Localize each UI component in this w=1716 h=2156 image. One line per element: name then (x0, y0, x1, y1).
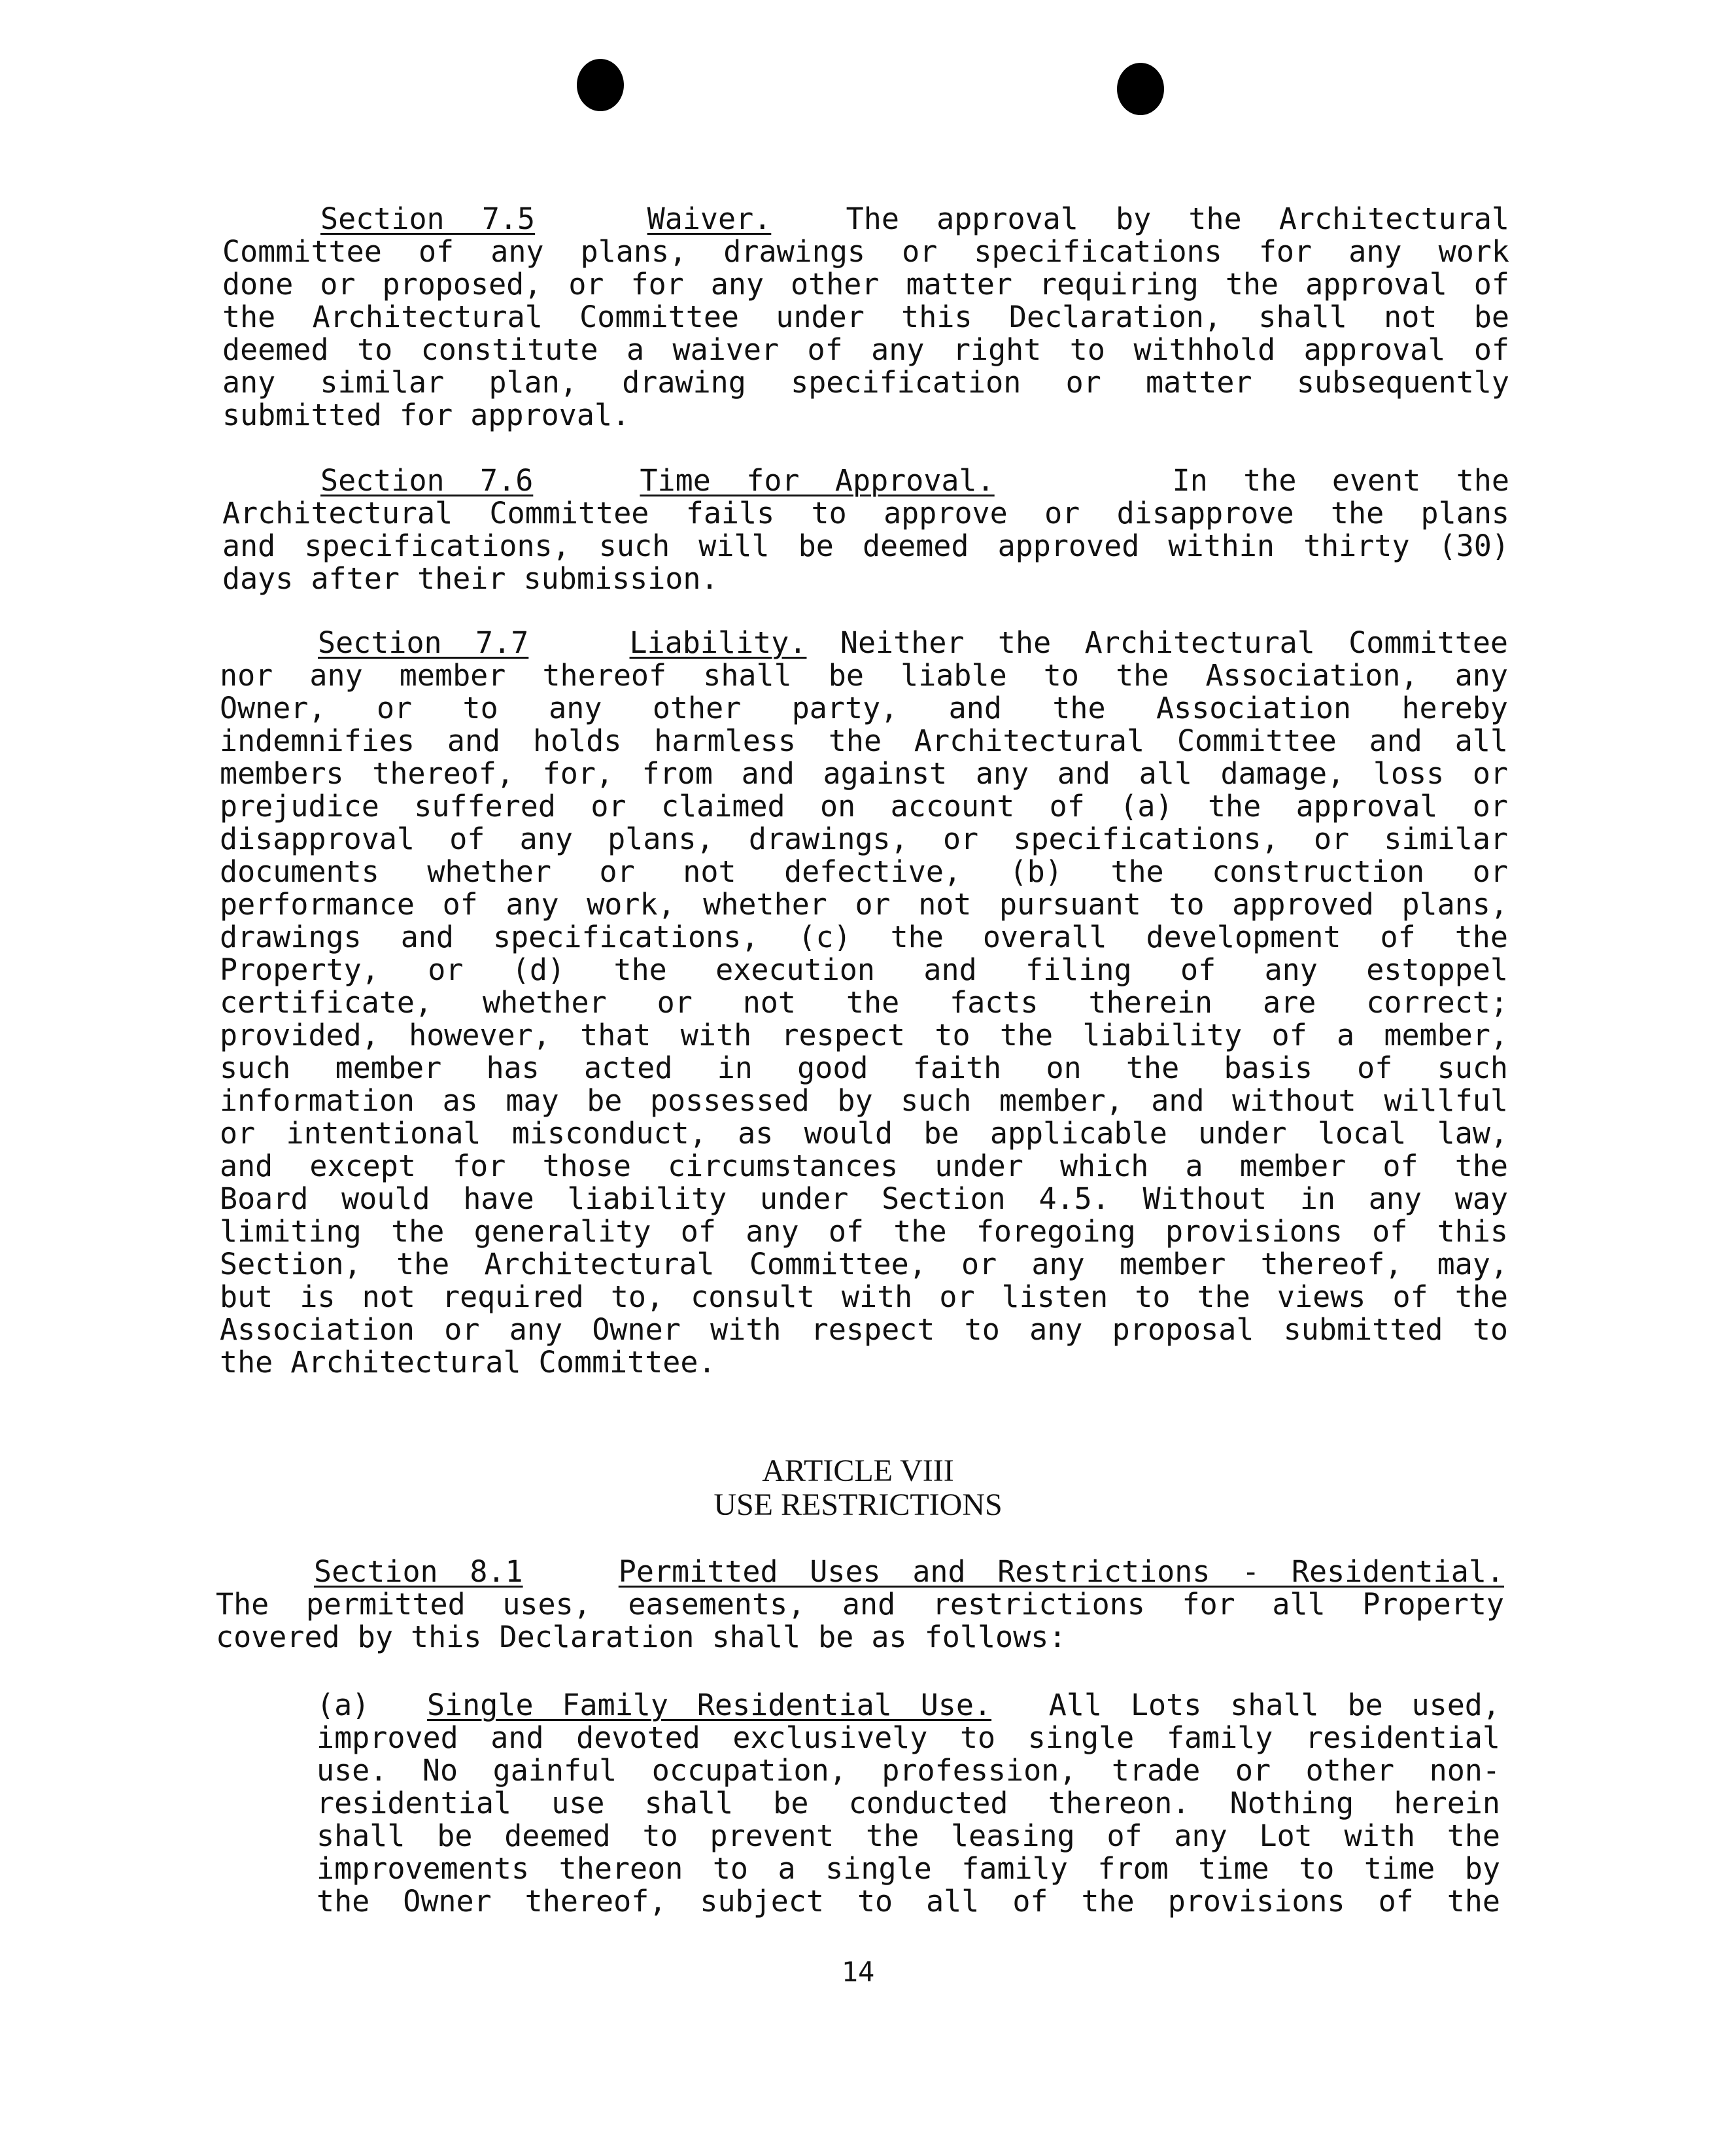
article-subtitle: USE RESTRICTIONS (713, 1487, 1003, 1522)
text-line: information as may be possessed by such member, and without willful (220, 1083, 1508, 1118)
item-label: (a) (317, 1688, 370, 1722)
text-line: indemnifies and holds harmless the Architectural Committee and all (220, 723, 1508, 758)
binder-hole-right (1117, 63, 1164, 115)
section-7-6 (222, 464, 1509, 628)
text-line: limiting the generality of any of the foregoing provisions of this (220, 1214, 1508, 1249)
text-line: the Architectural Committee. (220, 1345, 716, 1380)
text-line: Section, the Architectural Committee, or any member thereof, may, (220, 1247, 1508, 1281)
text-line: improved and devoted exclusively to single family residential (317, 1720, 1500, 1755)
section-number: Section 8.1 (314, 1554, 523, 1589)
text-line: and except for those circumstances under which a member of the (220, 1149, 1508, 1183)
section-heading: Time for Approval. (640, 463, 995, 498)
text-line: submitted for approval. (222, 398, 630, 432)
section-heading: Permitted Uses and Restrictions - Residential. (618, 1554, 1505, 1589)
section-heading: Waiver. (647, 201, 772, 236)
item-heading: Single Family Residential Use. (427, 1688, 992, 1722)
text-line: Neither the Architectural Committee (840, 625, 1509, 660)
text-line: Architectural Committee fails to approve or disapprove the plans (222, 496, 1509, 530)
text-line: The permitted uses, easements, and restrictions for all Property (216, 1587, 1504, 1622)
text-line: prejudice suffered or claimed on account of (a) the approval or (220, 789, 1508, 824)
text-line: any similar plan, drawing specification or matter subsequently (222, 365, 1509, 400)
text-line: Board would have liability under Section 4.5. Without in any way (220, 1181, 1508, 1216)
text-line: Association or any Owner with respect to any proposal submitted to (220, 1312, 1508, 1347)
section-7-7 (220, 627, 1508, 1412)
text-line: the Architectural Committee under this Declaration, shall not be (222, 300, 1509, 334)
section-8-1 (216, 1556, 1504, 1686)
text-line: such member has acted in good faith on the basis of such (220, 1051, 1508, 1085)
text-line: shall be deemed to prevent the leasing of any Lot with the (317, 1818, 1500, 1853)
text-line: documents whether or not defective, (b) the construction or (220, 854, 1508, 889)
text-line: covered by this Declaration shall be as follows: (216, 1620, 1067, 1654)
text-line: days after their submission. (222, 561, 719, 596)
section-number: Section 7.5 (320, 201, 536, 236)
article-title: ARTICLE VIII (762, 1453, 954, 1488)
text-line: Property, or (d) the execution and filing of any estoppel (220, 952, 1508, 987)
text-line: the Owner thereof, subject to all of the provisions of the (317, 1884, 1500, 1919)
text-line: nor any member thereof shall be liable to the Association, any (220, 658, 1508, 693)
section-8-1-a (317, 1689, 1500, 1951)
text-line: disapproval of any plans, drawings, or specifications, or similar (220, 822, 1508, 856)
text-line: In the event the (1172, 463, 1509, 498)
text-line: Committee of any plans, drawings or specifications for any work (222, 234, 1509, 269)
text-line: performance of any work, whether or not pursuant to approved plans, (220, 887, 1508, 922)
section-number: Section 7.7 (318, 625, 529, 660)
section-heading: Liability. (629, 625, 807, 660)
text-line: improvements thereon to a single family from time to time by (317, 1851, 1500, 1886)
text-line: All Lots shall be used, (1048, 1688, 1500, 1722)
text-line: provided, however, that with respect to the liability of a member, (220, 1018, 1508, 1052)
text-line: use. No gainful occupation, profession, trade or other non- (317, 1753, 1500, 1788)
text-line: but is not required to, consult with or listen to the views of the (220, 1279, 1508, 1314)
text-line: certificate, whether or not the facts therein are correct; (220, 985, 1508, 1020)
text-line: drawings and specifications, (c) the overall development of the (220, 920, 1508, 954)
text-line: Owner, or to any other party, and the Association hereby (220, 691, 1508, 725)
text-line: deemed to constitute a waiver of any right to withhold approval of (222, 332, 1509, 367)
text-line: done or proposed, or for any other matter requiring the approval of (222, 267, 1509, 302)
text-line: or intentional misconduct, as would be applicable under local law, (220, 1116, 1508, 1151)
section-7-5 (222, 203, 1509, 464)
text-line: and specifications, such will be deemed approved within thirty (30) (222, 529, 1509, 563)
text-line: residential use shall be conducted thereon. Nothing herein (317, 1786, 1500, 1820)
text-line: members thereof, for, from and against any and all damage, loss or (220, 756, 1508, 791)
text-line: The approval by the Architectural (846, 201, 1510, 236)
binder-hole-left (577, 59, 624, 111)
section-number: Section 7.6 (320, 463, 534, 498)
page-number: 14 (841, 1956, 875, 1988)
